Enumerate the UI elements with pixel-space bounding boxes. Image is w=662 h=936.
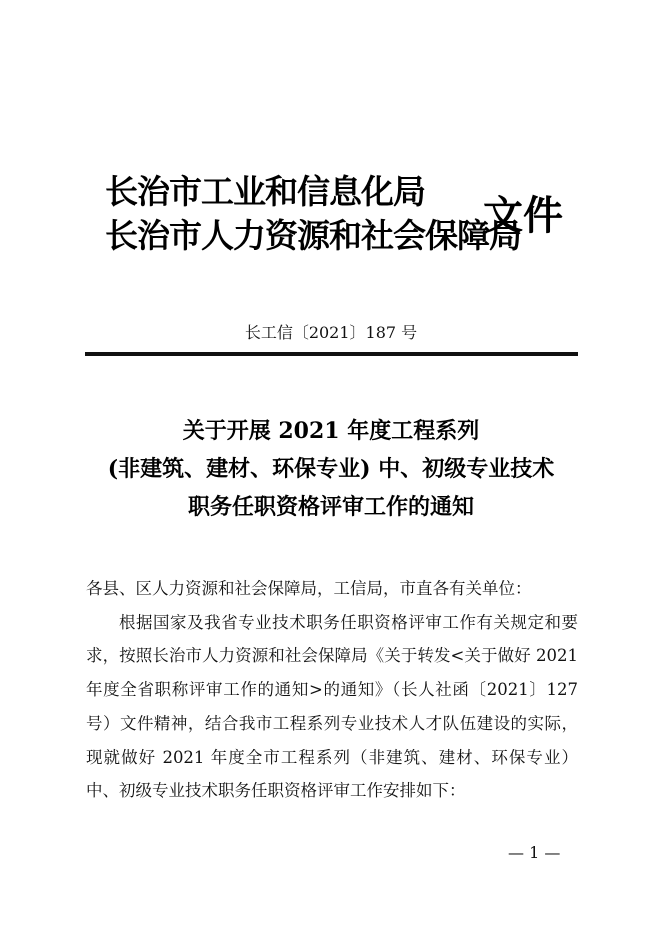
title-line: 职务任职资格评审工作的通知 [187, 494, 474, 520]
document-header [105, 170, 575, 266]
salutation: 各县、区人力资源和社会保障局，工信局，市直各有关单位： [86, 579, 532, 598]
page-number: — 1 — [508, 843, 561, 862]
issuer-name: 长治市工业和信息化局 [105, 172, 425, 211]
document-number: 长工信〔2021〕187 号 [244, 323, 418, 342]
issuer-list [105, 170, 521, 258]
document-type-label: 文件 [483, 193, 563, 239]
document-body [86, 572, 578, 808]
header-divider [85, 352, 578, 356]
title-line: 关于开展 2021 年度工程系列 [182, 418, 480, 444]
body-paragraph: 根据国家及我省专业技术职务任职资格评审工作有关规定和要求，按照长治市人力资源和社会保障局《关于转发<关于做好 2021 年度全省职称评审工作的通知>的通知》（长人社函〔2021〕127 号）文件精神，结合我市工程系列专业技术人才队伍建设的实际，现就做好 2021 年度全市工程系列（非建筑、建材、环保专业）中、初级专业技术职务任职资格评审工作安排如下： [86, 612, 578, 801]
issuer-name: 长治市人力资源和社会保障局 [105, 216, 521, 255]
title-line: (非建筑、建材、环保专业) 中、初级专业技术 [107, 456, 555, 482]
document-title [0, 412, 662, 526]
